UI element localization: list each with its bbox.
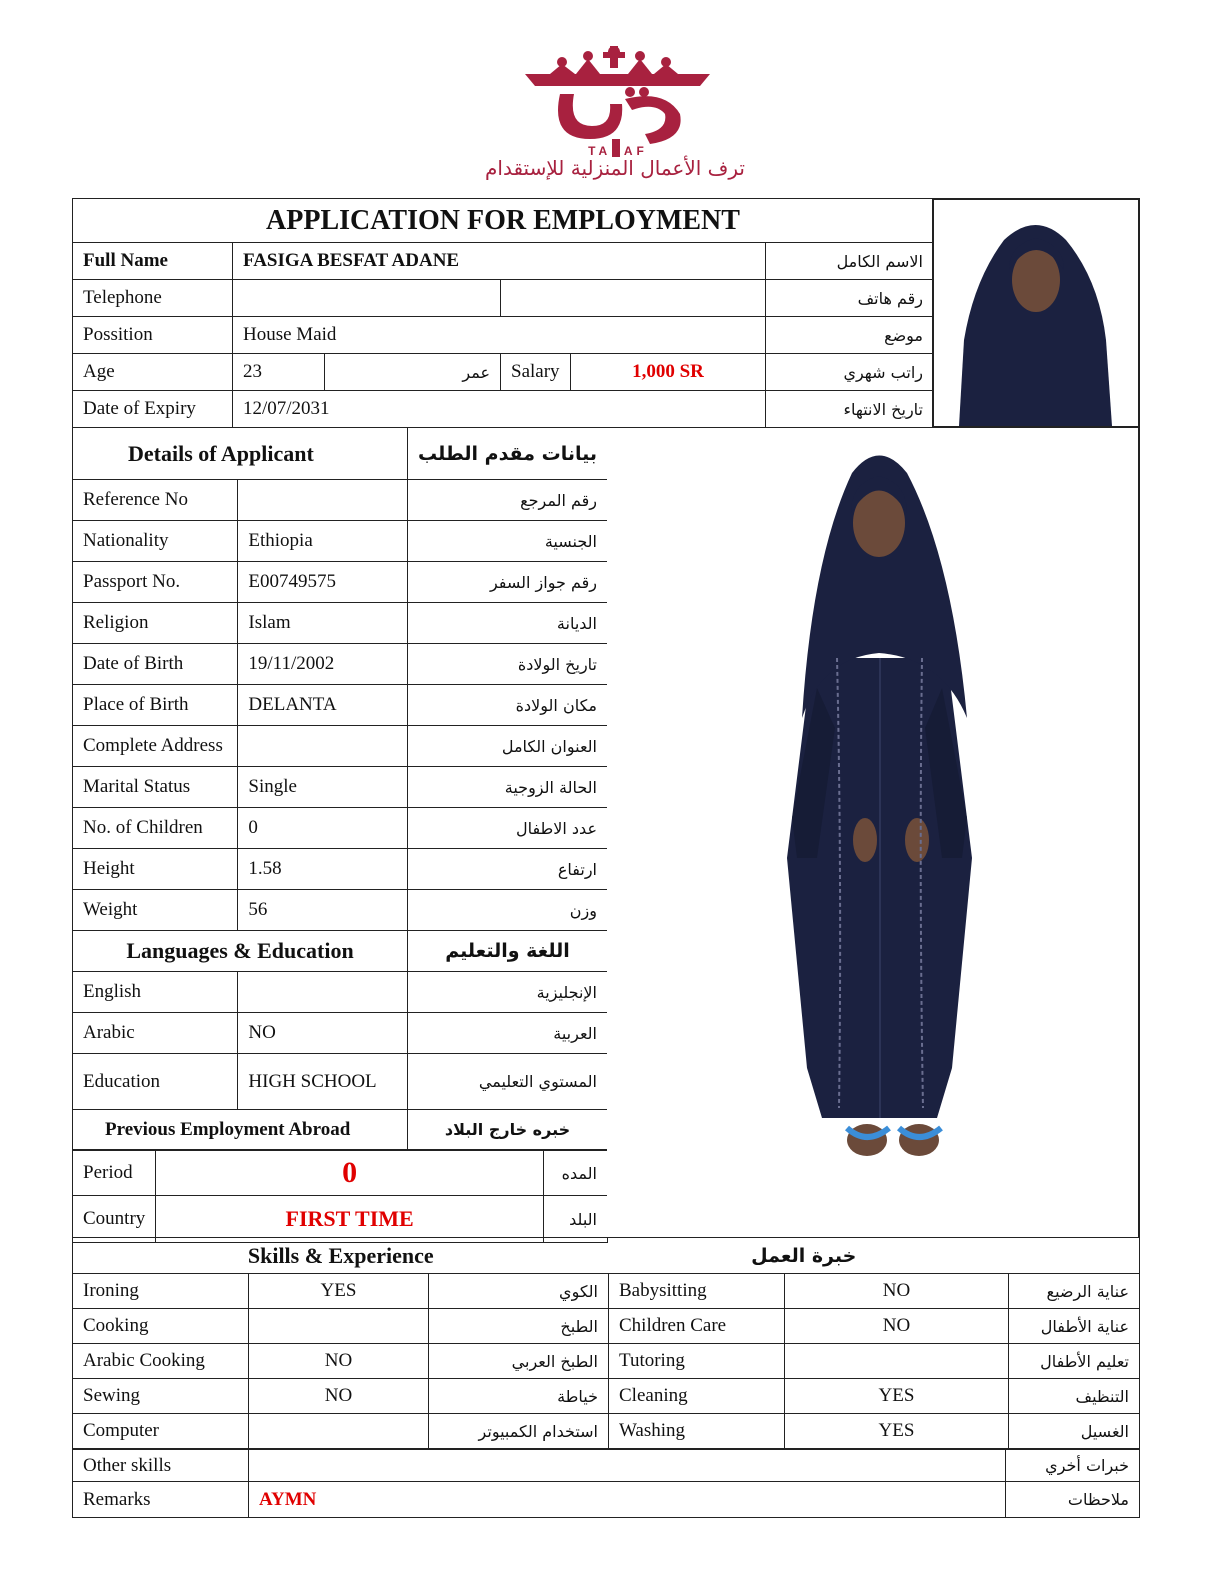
skill-label: Cleaning xyxy=(609,1379,785,1414)
details-row-label-ar: رقم المرجع xyxy=(408,480,608,521)
details-row xyxy=(73,685,608,726)
languages-title-ar: اللغة والتعليم xyxy=(408,931,608,972)
details-row xyxy=(73,521,608,562)
skill-label-ar: عناية الرضيع xyxy=(1009,1274,1140,1309)
languages-row xyxy=(73,972,608,1013)
details-row xyxy=(73,808,608,849)
details-row-value: Islam xyxy=(238,603,408,644)
skill-value: NO xyxy=(785,1274,1009,1309)
details-row-label: Date of Birth xyxy=(73,644,238,685)
remarks-label: Remarks xyxy=(73,1482,249,1518)
details-row-value: Single xyxy=(238,767,408,808)
details-row xyxy=(73,849,608,890)
details-title-ar: بيانات مقدم الطلب xyxy=(408,428,608,480)
details-title: Details of Applicant xyxy=(73,428,408,480)
expiry-label-ar: تاريخ الانتهاء xyxy=(766,391,934,428)
skill-value: NO xyxy=(785,1309,1009,1344)
full-name-label-ar: الاسم الكامل xyxy=(766,243,934,280)
previous-title: Previous Employment Abroad xyxy=(73,1110,408,1150)
details-row xyxy=(73,767,608,808)
details-row-label-ar: الحالة الزوجية xyxy=(408,767,608,808)
country-value: FIRST TIME xyxy=(156,1196,544,1243)
details-row-label-ar: رقم جواز السفر xyxy=(408,562,608,603)
languages-row xyxy=(73,1013,608,1054)
header-section xyxy=(72,198,934,428)
languages-row-label-ar: المستوي التعليمي xyxy=(408,1054,608,1110)
languages-row-label-ar: العربية xyxy=(408,1013,608,1054)
languages-row-label: Arabic xyxy=(73,1013,238,1054)
details-row xyxy=(73,726,608,767)
period-value: 0 xyxy=(156,1151,544,1196)
brand-latin: TARAF xyxy=(588,144,648,158)
details-row-value: E00749575 xyxy=(238,562,408,603)
age-value: 23 xyxy=(233,354,325,391)
details-row-value: DELANTA xyxy=(238,685,408,726)
other-skills-label-ar: خبرات أخري xyxy=(1006,1450,1140,1482)
skills-title: Skills & Experience xyxy=(73,1238,609,1274)
skill-label: Ironing xyxy=(73,1274,249,1309)
details-row-value: 56 xyxy=(238,890,408,931)
details-row-label: Place of Birth xyxy=(73,685,238,726)
portrait-photo xyxy=(932,198,1140,428)
details-row-label-ar: الديانة xyxy=(408,603,608,644)
skill-label-ar: عناية الأطفال xyxy=(1009,1309,1140,1344)
portrait-photo-icon xyxy=(934,200,1138,426)
position-label: Possition xyxy=(73,317,233,354)
expiry-value: 12/07/2031 xyxy=(233,391,766,428)
details-row-label: Passport No. xyxy=(73,562,238,603)
details-row-value: Ethiopia xyxy=(238,521,408,562)
details-row-value: 1.58 xyxy=(238,849,408,890)
skill-label-ar: الطبخ xyxy=(429,1309,609,1344)
salary-label-ar: راتب شهري xyxy=(766,354,934,391)
skill-label: Arabic Cooking xyxy=(73,1344,249,1379)
details-row-label: Marital Status xyxy=(73,767,238,808)
company-logo xyxy=(400,44,830,184)
skill-value xyxy=(249,1414,429,1449)
languages-row xyxy=(73,1054,608,1110)
remarks-value: AYMN xyxy=(249,1482,1006,1518)
skill-value xyxy=(249,1309,429,1344)
languages-row-label-ar: الإنجليزية xyxy=(408,972,608,1013)
skill-label: Children Care xyxy=(609,1309,785,1344)
period-label-ar: المده xyxy=(544,1151,608,1196)
skills-title-ar: خبرة العمل xyxy=(609,1238,1140,1274)
skill-label-ar: الغسيل xyxy=(1009,1414,1140,1449)
country-label: Country xyxy=(73,1196,156,1243)
expiry-label: Date of Expiry xyxy=(73,391,233,428)
position-label-ar: موضع xyxy=(766,317,934,354)
details-row-label-ar: ارتفاع xyxy=(408,849,608,890)
languages-row-label: Education xyxy=(73,1054,238,1110)
details-row xyxy=(73,480,608,521)
previous-title-ar: خبره خارج البلاد xyxy=(408,1110,608,1150)
details-row-value: 0 xyxy=(238,808,408,849)
full-name-label: Full Name xyxy=(73,243,233,280)
details-row xyxy=(73,603,608,644)
skill-label: Tutoring xyxy=(609,1344,785,1379)
skill-label: Cooking xyxy=(73,1309,249,1344)
full-body-photo xyxy=(607,427,1140,1238)
details-row-label: Weight xyxy=(73,890,238,931)
details-row-label: Reference No xyxy=(73,480,238,521)
page-title: APPLICATION FOR EMPLOYMENT xyxy=(73,199,934,243)
salary-label: Salary xyxy=(501,354,571,391)
skill-value xyxy=(785,1344,1009,1379)
languages-title: Languages & Education xyxy=(73,931,408,972)
skill-label: Sewing xyxy=(73,1379,249,1414)
skill-label-ar: تعليم الأطفال xyxy=(1009,1344,1140,1379)
skills-row xyxy=(73,1414,1140,1449)
position-value: House Maid xyxy=(233,317,766,354)
skills-row xyxy=(73,1379,1140,1414)
details-row-label: Nationality xyxy=(73,521,238,562)
skills-section xyxy=(72,1237,1140,1518)
details-row-label-ar: وزن xyxy=(408,890,608,931)
age-label-ar: عمر xyxy=(325,354,501,391)
brand-arabic: ترف الأعمال المنزلية للإستقدام xyxy=(485,156,745,180)
skill-label: Computer xyxy=(73,1414,249,1449)
salary-value: 1,000 SR xyxy=(571,354,766,391)
details-row-value: 19/11/2002 xyxy=(238,644,408,685)
details-row-value xyxy=(238,480,408,521)
details-row-value xyxy=(238,726,408,767)
telephone-value-2 xyxy=(501,280,766,317)
details-row-label-ar: مكان الولادة xyxy=(408,685,608,726)
age-label: Age xyxy=(73,354,233,391)
languages-row-value: HIGH SCHOOL xyxy=(238,1054,408,1110)
details-row-label: Religion xyxy=(73,603,238,644)
skills-row xyxy=(73,1309,1140,1344)
skill-label-ar: التنظيف xyxy=(1009,1379,1140,1414)
details-row xyxy=(73,562,608,603)
languages-row-value xyxy=(238,972,408,1013)
details-row-label: Complete Address xyxy=(73,726,238,767)
skill-label-ar: استخدام الكمبيوتر xyxy=(429,1414,609,1449)
other-skills-value xyxy=(249,1450,1006,1482)
skill-value: NO xyxy=(249,1379,429,1414)
details-row-label: Height xyxy=(73,849,238,890)
details-row xyxy=(73,644,608,685)
skill-label: Babysitting xyxy=(609,1274,785,1309)
skills-row xyxy=(73,1344,1140,1379)
remarks-label-ar: ملاحظات xyxy=(1006,1482,1140,1518)
other-skills-label: Other skills xyxy=(73,1450,249,1482)
full-name-value: FASIGA BESFAT ADANE xyxy=(233,243,766,280)
skill-value: YES xyxy=(785,1379,1009,1414)
details-row-label-ar: عدد الاطفال xyxy=(408,808,608,849)
skill-value: YES xyxy=(249,1274,429,1309)
skill-label-ar: الطبخ العربي xyxy=(429,1344,609,1379)
telephone-label-ar: رقم هاتف xyxy=(766,280,934,317)
skills-row xyxy=(73,1274,1140,1309)
skill-label: Washing xyxy=(609,1414,785,1449)
details-row xyxy=(73,890,608,931)
skill-value: YES xyxy=(785,1414,1009,1449)
details-row-label-ar: الجنسية xyxy=(408,521,608,562)
telephone-label: Telephone xyxy=(73,280,233,317)
details-row-label: No. of Children xyxy=(73,808,238,849)
period-label: Period xyxy=(73,1151,156,1196)
country-label-ar: البلد xyxy=(544,1196,608,1243)
telephone-value xyxy=(233,280,501,317)
details-row-label-ar: تاريخ الولادة xyxy=(408,644,608,685)
skill-label-ar: خياطة xyxy=(429,1379,609,1414)
skill-value: NO xyxy=(249,1344,429,1379)
details-row-label-ar: العنوان الكامل xyxy=(408,726,608,767)
skill-label-ar: الكوي xyxy=(429,1274,609,1309)
languages-row-label: English xyxy=(73,972,238,1013)
languages-row-value: NO xyxy=(238,1013,408,1054)
full-body-photo-icon xyxy=(607,428,1137,1236)
details-section xyxy=(72,427,608,1243)
